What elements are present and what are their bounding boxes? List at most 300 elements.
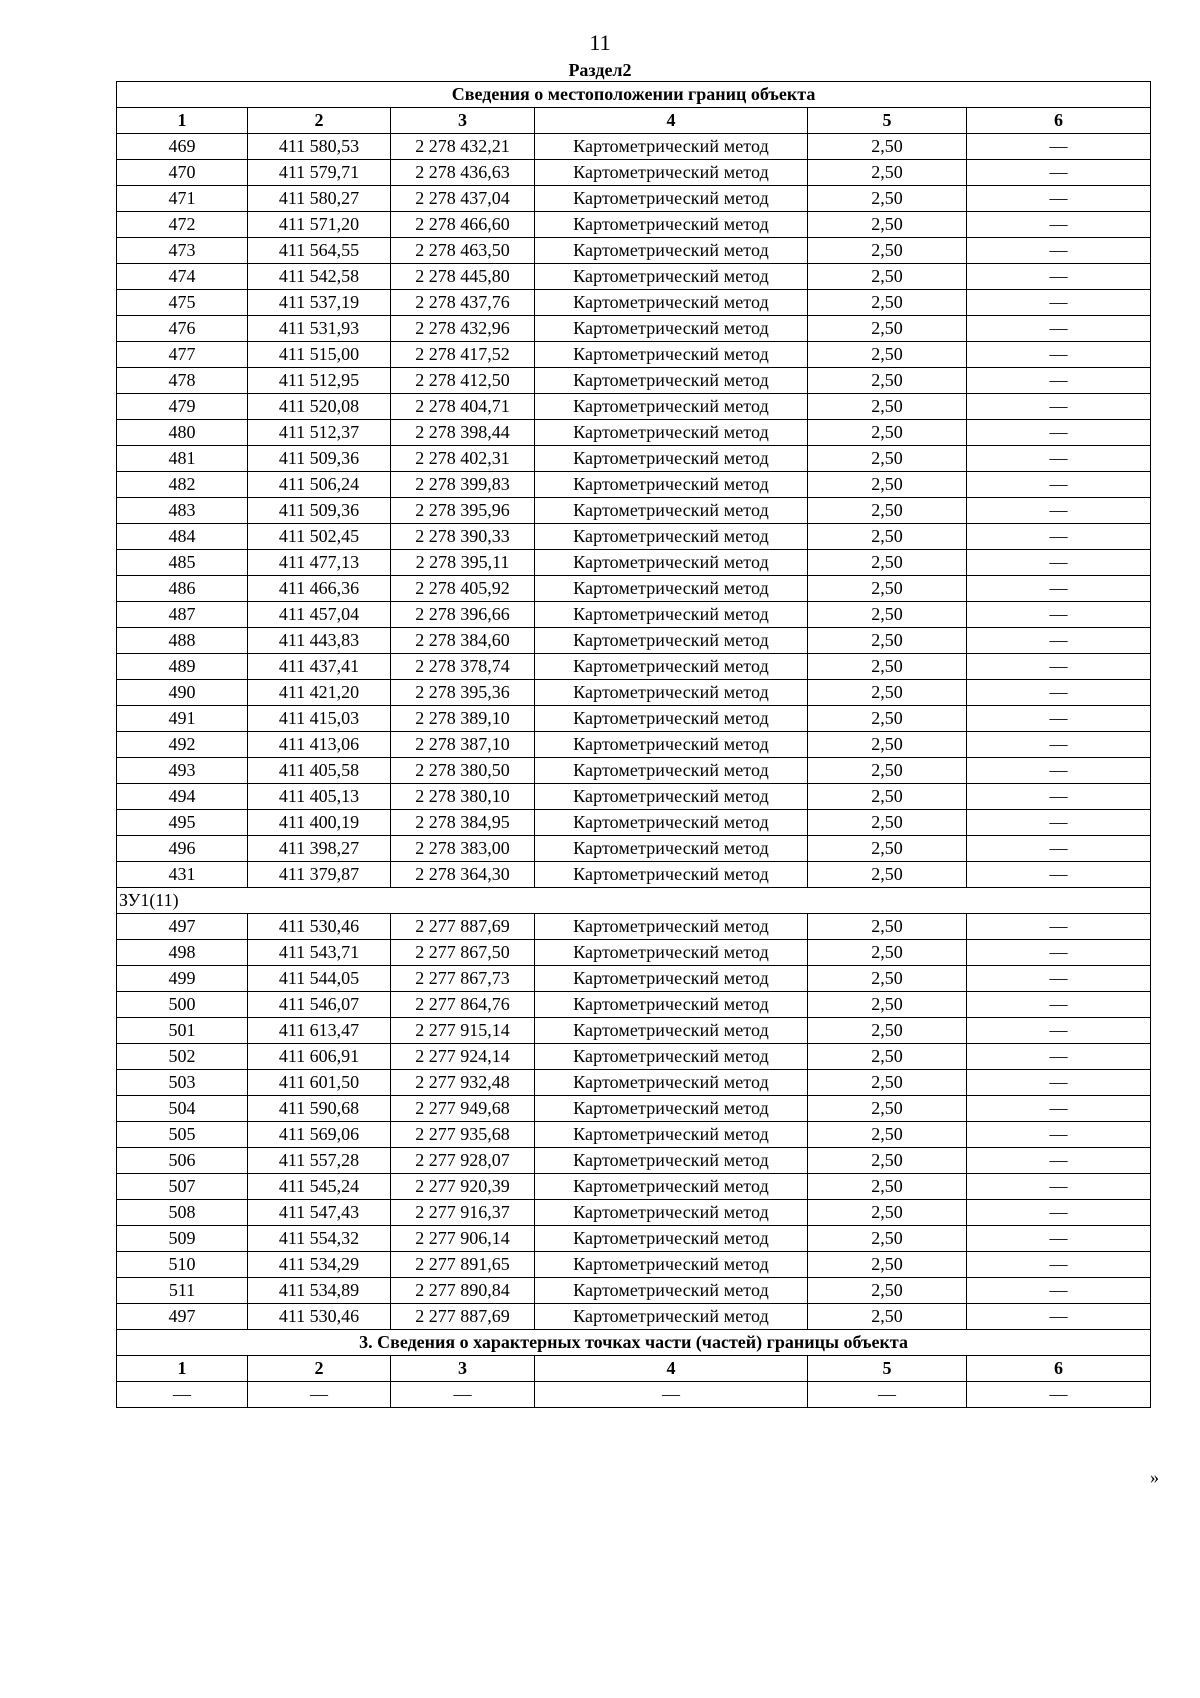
- cell-method: Картометрический метод: [535, 420, 808, 446]
- cell-coord-y: 2 278 390,33: [391, 524, 535, 550]
- cell-method: Картометрический метод: [535, 498, 808, 524]
- cell-description: —: [967, 732, 1151, 758]
- section3-column-header-6: 6: [967, 1356, 1151, 1382]
- cell-point-number: 473: [117, 238, 248, 264]
- cell-description: —: [967, 1304, 1151, 1330]
- table-row: [117, 1044, 1151, 1070]
- closing-quote-mark: »: [1150, 1467, 1159, 1487]
- cell-method: Картометрический метод: [535, 1096, 808, 1122]
- cell-method: Картометрический метод: [535, 290, 808, 316]
- cell-point-number: 494: [117, 784, 248, 810]
- cell-method: Картометрический метод: [535, 1278, 808, 1304]
- cell-coord-y: 2 278 395,36: [391, 680, 535, 706]
- cell-point-number: 497: [117, 914, 248, 940]
- cell-point-number: 490: [117, 680, 248, 706]
- cell-coord-x: 411 547,43: [248, 1200, 391, 1226]
- cell-coord-y: 2 278 398,44: [391, 420, 535, 446]
- cell-coord-y: 2 277 915,14: [391, 1018, 535, 1044]
- cell-point-number: 500: [117, 992, 248, 1018]
- cell-point-number: 496: [117, 836, 248, 862]
- cell-coord-x: 411 477,13: [248, 550, 391, 576]
- cell-coord-y: 2 278 384,60: [391, 628, 535, 654]
- cell-coord-x: 411 554,32: [248, 1226, 391, 1252]
- cell-method: Картометрический метод: [535, 134, 808, 160]
- cell-coord-y: 2 277 890,84: [391, 1278, 535, 1304]
- table-row: [117, 212, 1151, 238]
- cell-accuracy: 2,50: [808, 1096, 967, 1122]
- cell-accuracy: 2,50: [808, 394, 967, 420]
- group-row: [117, 888, 1151, 914]
- cell-description: —: [967, 940, 1151, 966]
- table-row: [117, 810, 1151, 836]
- cell-description: —: [967, 1252, 1151, 1278]
- cell-accuracy: 2,50: [808, 1044, 967, 1070]
- section3-header-row: [117, 1356, 1151, 1382]
- cell-accuracy: 2,50: [808, 914, 967, 940]
- cell-method: —: [535, 1382, 808, 1408]
- cell-method: Картометрический метод: [535, 576, 808, 602]
- section-title: Раздел2: [568, 60, 632, 80]
- cell-description: —: [967, 498, 1151, 524]
- table-row: [117, 524, 1151, 550]
- cell-accuracy: 2,50: [808, 550, 967, 576]
- cell-coord-x: 411 606,91: [248, 1044, 391, 1070]
- cell-method: Картометрический метод: [535, 368, 808, 394]
- table-row: [117, 940, 1151, 966]
- cell-accuracy: 2,50: [808, 446, 967, 472]
- cell-coord-y: 2 278 380,10: [391, 784, 535, 810]
- cell-accuracy: 2,50: [808, 524, 967, 550]
- cell-description: —: [967, 472, 1151, 498]
- cell-coord-y: 2 278 395,11: [391, 550, 535, 576]
- cell-point-number: 502: [117, 1044, 248, 1070]
- cell-description: —: [967, 420, 1151, 446]
- cell-point-number: 486: [117, 576, 248, 602]
- cell-coord-x: 411 580,27: [248, 186, 391, 212]
- cell-description: —: [967, 992, 1151, 1018]
- cell-method: Картометрический метод: [535, 654, 808, 680]
- cell-coord-x: 411 543,71: [248, 940, 391, 966]
- cell-description: —: [967, 706, 1151, 732]
- cell-point-number: 475: [117, 290, 248, 316]
- cell-coord-x: 411 398,27: [248, 836, 391, 862]
- cell-point-number: 511: [117, 1278, 248, 1304]
- cell-coord-x: 411 506,24: [248, 472, 391, 498]
- cell-coord-y: 2 277 924,14: [391, 1044, 535, 1070]
- cell-coord-y: 2 278 404,71: [391, 394, 535, 420]
- cell-point-number: 487: [117, 602, 248, 628]
- cell-point-number: 476: [117, 316, 248, 342]
- cell-method: Картометрический метод: [535, 966, 808, 992]
- cell-accuracy: 2,50: [808, 238, 967, 264]
- column-header-3: 3: [391, 108, 535, 134]
- table-row: [117, 1226, 1151, 1252]
- cell-accuracy: 2,50: [808, 1070, 967, 1096]
- cell-accuracy: 2,50: [808, 1174, 967, 1200]
- cell-coord-y: 2 278 364,30: [391, 862, 535, 888]
- cell-description: —: [967, 316, 1151, 342]
- cell-coord-x: 411 466,36: [248, 576, 391, 602]
- cell-coord-x: 411 537,19: [248, 290, 391, 316]
- cell-accuracy: 2,50: [808, 732, 967, 758]
- cell-point-number: 505: [117, 1122, 248, 1148]
- cell-coord-x: 411 379,87: [248, 862, 391, 888]
- table-row: [117, 966, 1151, 992]
- cell-description: —: [967, 758, 1151, 784]
- table-header-row: [117, 108, 1151, 134]
- cell-description: —: [967, 810, 1151, 836]
- table-row: [117, 628, 1151, 654]
- cell-coord-x: 411 457,04: [248, 602, 391, 628]
- cell-coord-y: 2 278 445,80: [391, 264, 535, 290]
- cell-description: —: [967, 394, 1151, 420]
- table-row: [117, 472, 1151, 498]
- cell-method: Картометрический метод: [535, 1226, 808, 1252]
- cell-method: Картометрический метод: [535, 758, 808, 784]
- cell-accuracy: 2,50: [808, 1200, 967, 1226]
- group-label: ЗУ1(11): [117, 888, 1151, 914]
- cell-method: Картометрический метод: [535, 1018, 808, 1044]
- table-row: [117, 1148, 1151, 1174]
- cell-description: —: [967, 160, 1151, 186]
- cell-point-number: 478: [117, 368, 248, 394]
- cell-accuracy: 2,50: [808, 134, 967, 160]
- cell-coord-x: 411 437,41: [248, 654, 391, 680]
- cell-method: Картометрический метод: [535, 836, 808, 862]
- cell-coord-x: 411 579,71: [248, 160, 391, 186]
- cell-coord-x: 411 509,36: [248, 446, 391, 472]
- table-row: [117, 342, 1151, 368]
- column-header-6: 6: [967, 108, 1151, 134]
- column-header-5: 5: [808, 108, 967, 134]
- cell-accuracy: 2,50: [808, 1148, 967, 1174]
- table-row: [117, 602, 1151, 628]
- cell-method: Картометрический метод: [535, 1044, 808, 1070]
- cell-method: Картометрический метод: [535, 186, 808, 212]
- cell-description: —: [967, 966, 1151, 992]
- cell-method: Картометрический метод: [535, 810, 808, 836]
- cell-method: Картометрический метод: [535, 342, 808, 368]
- cell-accuracy: 2,50: [808, 186, 967, 212]
- table-row: [117, 992, 1151, 1018]
- cell-point-number: 474: [117, 264, 248, 290]
- cell-coord-y: 2 277 906,14: [391, 1226, 535, 1252]
- table-row: [117, 1304, 1151, 1330]
- cell-coord-y: —: [391, 1382, 535, 1408]
- cell-point-number: 431: [117, 862, 248, 888]
- cell-accuracy: 2,50: [808, 628, 967, 654]
- cell-description: —: [967, 186, 1151, 212]
- table-row: [117, 706, 1151, 732]
- table-row: [117, 1278, 1151, 1304]
- section3-title-row: [117, 1330, 1151, 1356]
- cell-description: —: [967, 680, 1151, 706]
- cell-accuracy: 2,50: [808, 160, 967, 186]
- cell-point-number: 499: [117, 966, 248, 992]
- cell-point-number: 498: [117, 940, 248, 966]
- cell-method: Картометрический метод: [535, 446, 808, 472]
- cell-coord-x: 411 590,68: [248, 1096, 391, 1122]
- table-row: [117, 264, 1151, 290]
- cell-accuracy: 2,50: [808, 368, 967, 394]
- cell-coord-y: 2 278 417,52: [391, 342, 535, 368]
- cell-coord-y: 2 278 412,50: [391, 368, 535, 394]
- boundary-coordinates-table: [116, 81, 1151, 1408]
- cell-description: —: [967, 1226, 1151, 1252]
- cell-method: Картометрический метод: [535, 1148, 808, 1174]
- table-row: [117, 1252, 1151, 1278]
- table-row: [117, 1018, 1151, 1044]
- cell-coord-x: 411 421,20: [248, 680, 391, 706]
- cell-description: —: [967, 1382, 1151, 1408]
- cell-coord-y: 2 278 389,10: [391, 706, 535, 732]
- cell-point-number: 479: [117, 394, 248, 420]
- cell-description: —: [967, 524, 1151, 550]
- column-header-2: 2: [248, 108, 391, 134]
- cell-coord-x: 411 405,58: [248, 758, 391, 784]
- table-title-row: [117, 82, 1151, 108]
- table-row: [117, 836, 1151, 862]
- cell-point-number: 484: [117, 524, 248, 550]
- cell-accuracy: 2,50: [808, 1226, 967, 1252]
- cell-method: Картометрический метод: [535, 212, 808, 238]
- cell-method: Картометрический метод: [535, 1122, 808, 1148]
- cell-accuracy: 2,50: [808, 212, 967, 238]
- page-number: 11: [589, 30, 611, 55]
- cell-description: —: [967, 628, 1151, 654]
- section3-column-header-5: 5: [808, 1356, 967, 1382]
- cell-point-number: 469: [117, 134, 248, 160]
- cell-coord-y: 2 277 932,48: [391, 1070, 535, 1096]
- cell-coord-y: 2 278 437,04: [391, 186, 535, 212]
- cell-coord-y: 2 278 432,96: [391, 316, 535, 342]
- cell-method: Картометрический метод: [535, 264, 808, 290]
- cell-coord-y: 2 277 949,68: [391, 1096, 535, 1122]
- cell-description: —: [967, 550, 1151, 576]
- table-row: [117, 862, 1151, 888]
- table-row: [117, 654, 1151, 680]
- cell-accuracy: 2,50: [808, 706, 967, 732]
- cell-point-number: 509: [117, 1226, 248, 1252]
- cell-accuracy: 2,50: [808, 576, 967, 602]
- cell-coord-y: 2 278 396,66: [391, 602, 535, 628]
- cell-coord-y: 2 278 383,00: [391, 836, 535, 862]
- cell-coord-x: 411 443,83: [248, 628, 391, 654]
- cell-accuracy: 2,50: [808, 1278, 967, 1304]
- cell-coord-y: 2 278 463,50: [391, 238, 535, 264]
- cell-description: —: [967, 1122, 1151, 1148]
- cell-method: Картометрический метод: [535, 706, 808, 732]
- cell-point-number: 501: [117, 1018, 248, 1044]
- cell-coord-y: 2 278 387,10: [391, 732, 535, 758]
- cell-coord-x: 411 530,46: [248, 914, 391, 940]
- cell-description: —: [967, 1174, 1151, 1200]
- cell-method: Картометрический метод: [535, 472, 808, 498]
- cell-point-number: 503: [117, 1070, 248, 1096]
- section3-title: 3. Сведения о характерных точках части (частей) границы объекта: [117, 1330, 1151, 1356]
- cell-coord-x: 411 405,13: [248, 784, 391, 810]
- cell-description: —: [967, 264, 1151, 290]
- cell-method: Картометрический метод: [535, 1174, 808, 1200]
- cell-method: Картометрический метод: [535, 524, 808, 550]
- cell-coord-y: 2 277 864,76: [391, 992, 535, 1018]
- cell-description: —: [967, 212, 1151, 238]
- section3-column-header-1: 1: [117, 1356, 248, 1382]
- cell-method: Картометрический метод: [535, 160, 808, 186]
- cell-point-number: 488: [117, 628, 248, 654]
- cell-description: —: [967, 1070, 1151, 1096]
- cell-coord-x: 411 534,29: [248, 1252, 391, 1278]
- cell-coord-x: 411 544,05: [248, 966, 391, 992]
- cell-description: —: [967, 602, 1151, 628]
- cell-method: Картометрический метод: [535, 238, 808, 264]
- cell-accuracy: 2,50: [808, 966, 967, 992]
- cell-accuracy: 2,50: [808, 940, 967, 966]
- cell-description: —: [967, 576, 1151, 602]
- cell-method: Картометрический метод: [535, 940, 808, 966]
- cell-coord-x: 411 413,06: [248, 732, 391, 758]
- cell-coord-y: 2 277 887,69: [391, 914, 535, 940]
- cell-coord-x: 411 400,19: [248, 810, 391, 836]
- cell-coord-y: 2 277 891,65: [391, 1252, 535, 1278]
- cell-point-number: 470: [117, 160, 248, 186]
- cell-accuracy: 2,50: [808, 862, 967, 888]
- table-row: [117, 914, 1151, 940]
- table-row: [117, 758, 1151, 784]
- cell-accuracy: 2,50: [808, 1018, 967, 1044]
- cell-coord-y: 2 277 887,69: [391, 1304, 535, 1330]
- cell-point-number: 483: [117, 498, 248, 524]
- cell-accuracy: 2,50: [808, 1304, 967, 1330]
- cell-accuracy: 2,50: [808, 992, 967, 1018]
- cell-description: —: [967, 914, 1151, 940]
- table-row: [117, 1070, 1151, 1096]
- cell-method: Картометрический метод: [535, 1304, 808, 1330]
- cell-coord-y: 2 277 935,68: [391, 1122, 535, 1148]
- cell-coord-y: 2 278 399,83: [391, 472, 535, 498]
- cell-coord-y: 2 278 378,74: [391, 654, 535, 680]
- cell-point-number: 493: [117, 758, 248, 784]
- cell-description: —: [967, 368, 1151, 394]
- cell-point-number: 489: [117, 654, 248, 680]
- table-row: [117, 550, 1151, 576]
- table-row: [117, 394, 1151, 420]
- cell-description: —: [967, 342, 1151, 368]
- table-title: Сведения о местоположении границ объекта: [117, 82, 1151, 108]
- table-row: [117, 498, 1151, 524]
- table-row: [117, 420, 1151, 446]
- cell-accuracy: 2,50: [808, 602, 967, 628]
- cell-coord-y: 2 278 402,31: [391, 446, 535, 472]
- cell-description: —: [967, 836, 1151, 862]
- cell-coord-x: 411 530,46: [248, 1304, 391, 1330]
- table-row: [117, 1174, 1151, 1200]
- cell-coord-x: 411 542,58: [248, 264, 391, 290]
- cell-point-number: 491: [117, 706, 248, 732]
- table-row: [117, 290, 1151, 316]
- table-row: [117, 238, 1151, 264]
- cell-accuracy: 2,50: [808, 1122, 967, 1148]
- table-row: [117, 1096, 1151, 1122]
- cell-coord-y: 2 278 384,95: [391, 810, 535, 836]
- cell-point-number: 510: [117, 1252, 248, 1278]
- cell-coord-y: 2 277 928,07: [391, 1148, 535, 1174]
- cell-coord-y: 2 277 916,37: [391, 1200, 535, 1226]
- cell-method: Картометрический метод: [535, 1070, 808, 1096]
- cell-method: Картометрический метод: [535, 862, 808, 888]
- cell-method: Картометрический метод: [535, 394, 808, 420]
- table-row: [117, 1382, 1151, 1408]
- cell-accuracy: 2,50: [808, 290, 967, 316]
- cell-coord-y: 2 278 380,50: [391, 758, 535, 784]
- table-row: [117, 160, 1151, 186]
- cell-coord-y: 2 278 395,96: [391, 498, 535, 524]
- cell-description: —: [967, 862, 1151, 888]
- cell-accuracy: —: [808, 1382, 967, 1408]
- cell-description: —: [967, 654, 1151, 680]
- cell-coord-x: 411 546,07: [248, 992, 391, 1018]
- cell-coord-x: 411 601,50: [248, 1070, 391, 1096]
- cell-coord-y: 2 277 867,73: [391, 966, 535, 992]
- cell-coord-x: 411 534,89: [248, 1278, 391, 1304]
- table-row: [117, 784, 1151, 810]
- cell-coord-x: 411 515,00: [248, 342, 391, 368]
- cell-method: Картометрический метод: [535, 550, 808, 576]
- cell-coord-x: 411 415,03: [248, 706, 391, 732]
- cell-method: Картометрический метод: [535, 316, 808, 342]
- cell-method: Картометрический метод: [535, 1252, 808, 1278]
- cell-coord-y: 2 278 466,60: [391, 212, 535, 238]
- cell-method: Картометрический метод: [535, 628, 808, 654]
- cell-description: —: [967, 784, 1151, 810]
- cell-point-number: 507: [117, 1174, 248, 1200]
- cell-point-number: 477: [117, 342, 248, 368]
- cell-description: —: [967, 238, 1151, 264]
- cell-coord-x: 411 509,36: [248, 498, 391, 524]
- cell-method: Картометрический метод: [535, 680, 808, 706]
- cell-point-number: 480: [117, 420, 248, 446]
- cell-accuracy: 2,50: [808, 680, 967, 706]
- cell-description: —: [967, 1200, 1151, 1226]
- table-row: [117, 368, 1151, 394]
- cell-point-number: 492: [117, 732, 248, 758]
- cell-coord-x: 411 580,53: [248, 134, 391, 160]
- column-header-1: 1: [117, 108, 248, 134]
- cell-point-number: 485: [117, 550, 248, 576]
- cell-description: —: [967, 134, 1151, 160]
- cell-coord-x: 411 569,06: [248, 1122, 391, 1148]
- cell-method: Картометрический метод: [535, 914, 808, 940]
- cell-description: —: [967, 1096, 1151, 1122]
- cell-point-number: 482: [117, 472, 248, 498]
- table-row: [117, 732, 1151, 758]
- cell-point-number: 472: [117, 212, 248, 238]
- section3-column-header-2: 2: [248, 1356, 391, 1382]
- cell-coord-y: 2 278 437,76: [391, 290, 535, 316]
- cell-point-number: 504: [117, 1096, 248, 1122]
- table-row: [117, 576, 1151, 602]
- cell-description: —: [967, 1018, 1151, 1044]
- cell-coord-x: 411 520,08: [248, 394, 391, 420]
- cell-method: Картометрический метод: [535, 992, 808, 1018]
- cell-point-number: 506: [117, 1148, 248, 1174]
- cell-point-number: 508: [117, 1200, 248, 1226]
- cell-description: —: [967, 446, 1151, 472]
- cell-method: Картометрический метод: [535, 1200, 808, 1226]
- section3-column-header-4: 4: [535, 1356, 808, 1382]
- cell-coord-x: 411 613,47: [248, 1018, 391, 1044]
- cell-accuracy: 2,50: [808, 758, 967, 784]
